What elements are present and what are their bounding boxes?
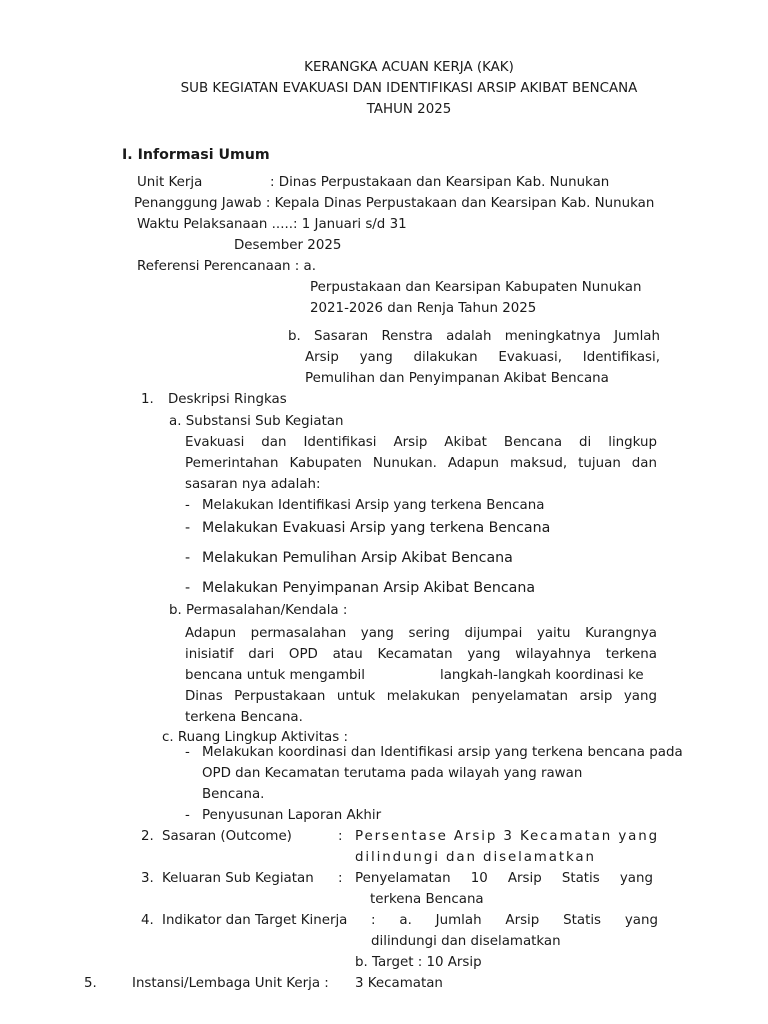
substansi-para-line2: Pemerintahan Kabupaten Nunukan. Adapun maksud, tujuan dan <box>185 456 657 471</box>
instansi-number: 5. <box>84 976 97 991</box>
doc-year: TAHUN 2025 <box>366 102 452 117</box>
instansi-value: 3 Kecamatan <box>355 976 443 991</box>
doc-subtitle: SUB KEGIATAN EVAKUASI DAN IDENTIFIKASI ARSIP AKIBAT BENCANA <box>180 81 638 96</box>
ruang-lingkup-item1-line2: OPD dan Kecamatan terutama pada wilayah yang rawan <box>202 766 583 781</box>
referensi-label: Referensi Perencanaan : a. <box>137 259 316 274</box>
sasaran-colon: : <box>338 829 343 844</box>
ruang-lingkup-item1-line3: Bencana. <box>202 787 265 802</box>
indikator-label: Indikator dan Target Kinerja <box>162 913 348 928</box>
list-item-bullet: - <box>185 808 190 823</box>
permasalahan-title: b. Permasalahan/Kendala : <box>169 603 348 618</box>
permasalahan-line2: inisiatif dari OPD atau Kecamatan yang wilayahnya terkena <box>185 647 657 662</box>
sasaran-number: 2. <box>141 829 154 844</box>
referensi-a-line1: Perpustakaan dan Kearsipan Kabupaten Nunukan <box>310 280 642 295</box>
substansi-para-line1: Evakuasi dan Identifikasi Arsip Akibat Bencana di lingkup <box>185 435 657 450</box>
keluaran-value-line2: terkena Bencana <box>370 892 484 907</box>
doc-title: KERANGKA ACUAN KERJA (KAK) <box>304 60 514 75</box>
permasalahan-line5: terkena Bencana. <box>185 710 303 725</box>
deskripsi-title: Deskripsi Ringkas <box>168 392 287 407</box>
keluaran-label: Keluaran Sub Kegiatan <box>162 871 314 886</box>
penanggung-jawab-line: Penanggung Jawab : Kepala Dinas Perpustakaan dan Kearsipan Kab. Nunukan <box>134 196 655 211</box>
unit-kerja-label: Unit Kerja <box>137 175 203 190</box>
list-item-bullet: - <box>185 745 190 760</box>
indikator-number: 4. <box>141 913 154 928</box>
permasalahan-line4: Dinas Perpustakaan untuk melakukan penyelamatan arsip yang <box>185 689 657 704</box>
keluaran-value-line1: Penyelamatan 10 Arsip Statis yang <box>355 871 653 886</box>
permasalahan-line3a: bencana untuk mengambil <box>185 668 365 683</box>
sasaran-value-line2: dilindungi dan diselamatkan <box>355 850 596 865</box>
list-item: Melakukan Identifikasi Arsip yang terkena Bencana <box>202 498 545 513</box>
instansi-label: Instansi/Lembaga Unit Kerja : <box>132 976 329 991</box>
substansi-para-line3: sasaran nya adalah: <box>185 477 321 492</box>
waktu-pelaksanaan-line: Waktu Pelaksanaan .....: 1 Januari s/d 31 <box>137 217 407 232</box>
unit-kerja-value: : Dinas Perpustakaan dan Kearsipan Kab. Nunukan <box>270 175 610 190</box>
indikator-target: b. Target : 10 Arsip <box>355 955 482 970</box>
sasaran-value-line1: Persentase Arsip 3 Kecamatan yang <box>355 829 660 844</box>
referensi-b-line3: Pemulihan dan Penyimpanan Akibat Bencana <box>305 371 609 386</box>
referensi-a-line2: 2021-2026 dan Renja Tahun 2025 <box>310 301 537 316</box>
ruang-lingkup-item2: Penyusunan Laporan Akhir <box>202 808 382 823</box>
permasalahan-line1: Adapun permasalahan yang sering dijumpai yaitu Kurangnya <box>185 626 657 641</box>
substansi-title: a. Substansi Sub Kegiatan <box>169 414 344 429</box>
keluaran-number: 3. <box>141 871 154 886</box>
permasalahan-line3b: langkah-langkah koordinasi ke <box>440 668 644 683</box>
waktu-pelaksanaan-cont: Desember 2025 <box>234 238 342 253</box>
list-item: Melakukan Evakuasi Arsip yang terkena Bencana <box>202 520 551 536</box>
ruang-lingkup-title: c. Ruang Lingkup Aktivitas : <box>162 730 348 745</box>
list-item: Melakukan Pemulihan Arsip Akibat Bencana <box>202 550 513 566</box>
section-informasi-umum-title: I. Informasi Umum <box>122 147 270 163</box>
referensi-b-line1: b. Sasaran Renstra adalah meningkatnya Jumlah <box>288 329 660 344</box>
keluaran-colon: : <box>338 871 343 886</box>
sasaran-label: Sasaran (Outcome) <box>162 829 292 844</box>
list-item-bullet: - <box>185 580 191 596</box>
indikator-value-line2: dilindungi dan diselamatkan <box>371 934 561 949</box>
list-item: Melakukan Penyimpanan Arsip Akibat Bencana <box>202 580 536 596</box>
list-item-bullet: - <box>185 550 191 566</box>
referensi-b-line2: Arsip yang dilakukan Evakuasi, Identifikasi, <box>305 350 660 365</box>
deskripsi-number: 1. <box>141 392 154 407</box>
ruang-lingkup-item1-line1: Melakukan koordinasi dan Identifikasi arsip yang terkena bencana pada <box>202 745 683 760</box>
list-item-bullet: - <box>185 520 191 536</box>
indikator-value-line1: : a. Jumlah Arsip Statis yang <box>371 913 658 928</box>
list-item-bullet: - <box>185 498 190 513</box>
